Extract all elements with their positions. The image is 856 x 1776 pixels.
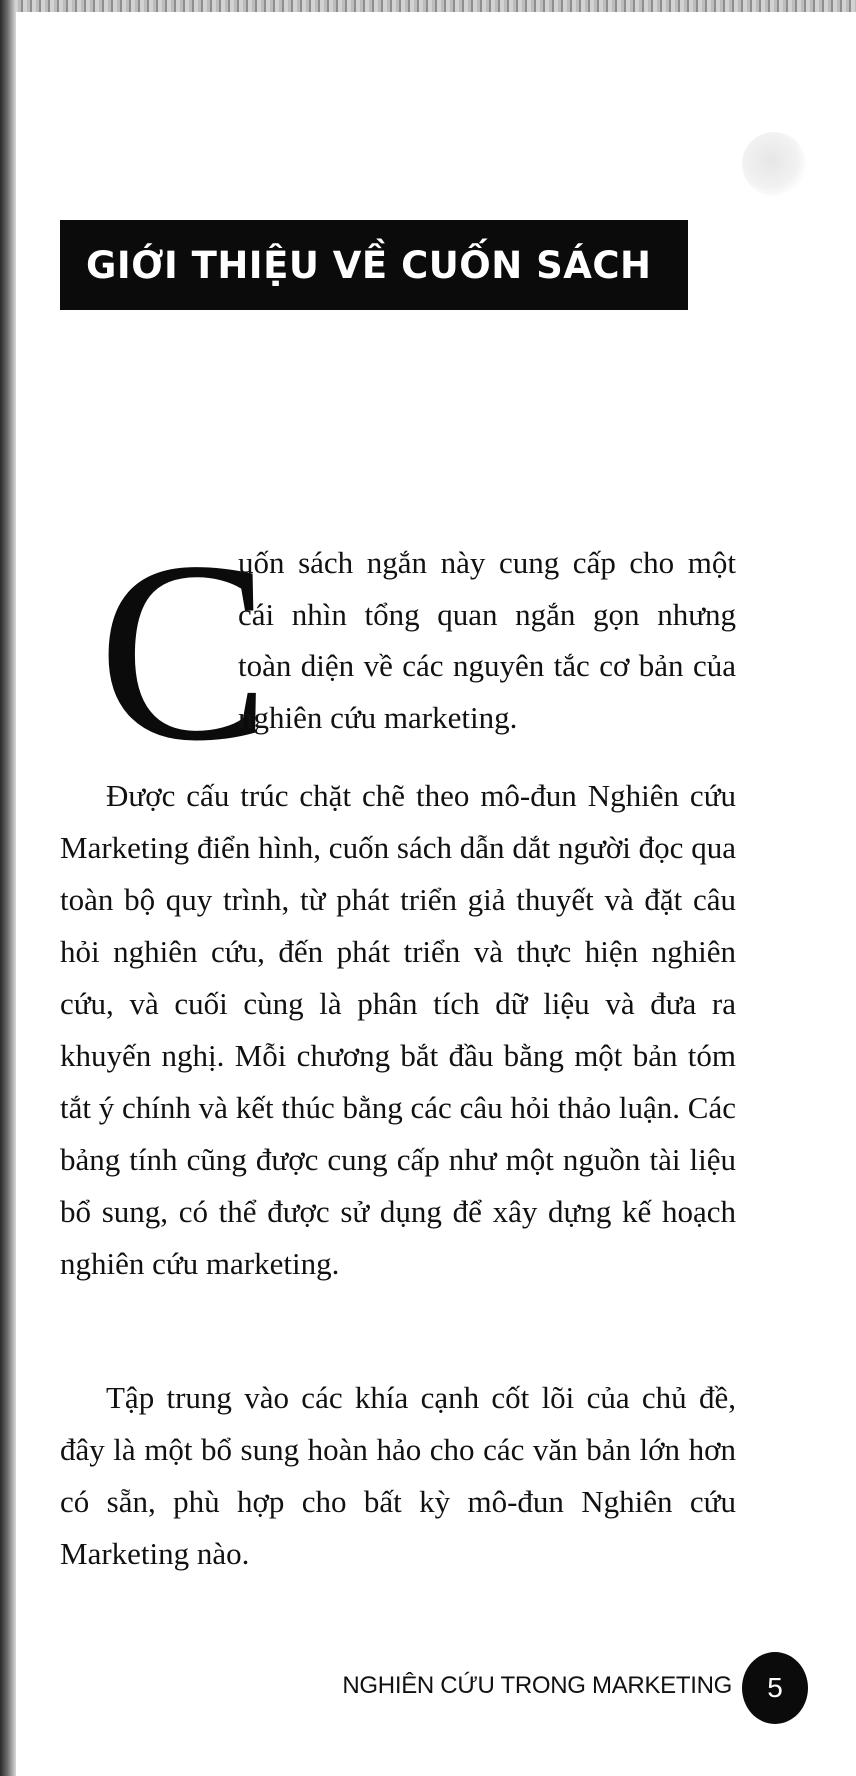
- intro-paragraph: uốn sách ngắn này cung cấp cho một cái nhìn tổng quan ngắn gọn nhưng toàn diện về các nguyên tắc cơ bản của nghiên cứu marketing.: [238, 545, 736, 735]
- page-top-edge: [0, 0, 856, 12]
- page-number-badge: [742, 1652, 808, 1724]
- book-spine-shadow: [0, 0, 16, 1776]
- drop-cap-letter: C: [98, 508, 271, 794]
- page-number: 5: [767, 1672, 783, 1703]
- section-heading: GIỚI THIỆU VỀ CUỐN SÁCH: [86, 243, 652, 287]
- paper-stain: [742, 132, 806, 196]
- running-footer-title: NGHIÊN CỨU TRONG MARKETING: [342, 1672, 732, 1699]
- section-heading-box: [60, 220, 688, 310]
- body-paragraph-2: Tập trung vào các khía cạnh cốt lõi của chủ đề, đây là một bổ sung hoàn hảo cho các văn bản lớn hơn có sẵn, phù hợp cho bất kỳ mô-đun Nghiên cứu Marketing nào.: [60, 1380, 736, 1571]
- body-paragraph-1: Được cấu trúc chặt chẽ theo mô-đun Nghiên cứu Marketing điển hình, cuốn sách dẫn dắt người đọc qua toàn bộ quy trình, từ phát triển giả thuyết và đặt câu hỏi nghiên cứu, đến phát triển và thực hiện nghiên cứu, và cuối cùng là phân tích dữ liệu và đưa ra khuyến nghị. Mỗi chương bắt đầu bằng một bản tóm tắt ý chính và kết thúc bằng các câu hỏi thảo luận. Các bảng tính cũng được cung cấp như một nguồn tài liệu bổ sung, có thể được sử dụng để xây dựng kế hoạch nghiên cứu marketing.: [60, 778, 736, 1281]
